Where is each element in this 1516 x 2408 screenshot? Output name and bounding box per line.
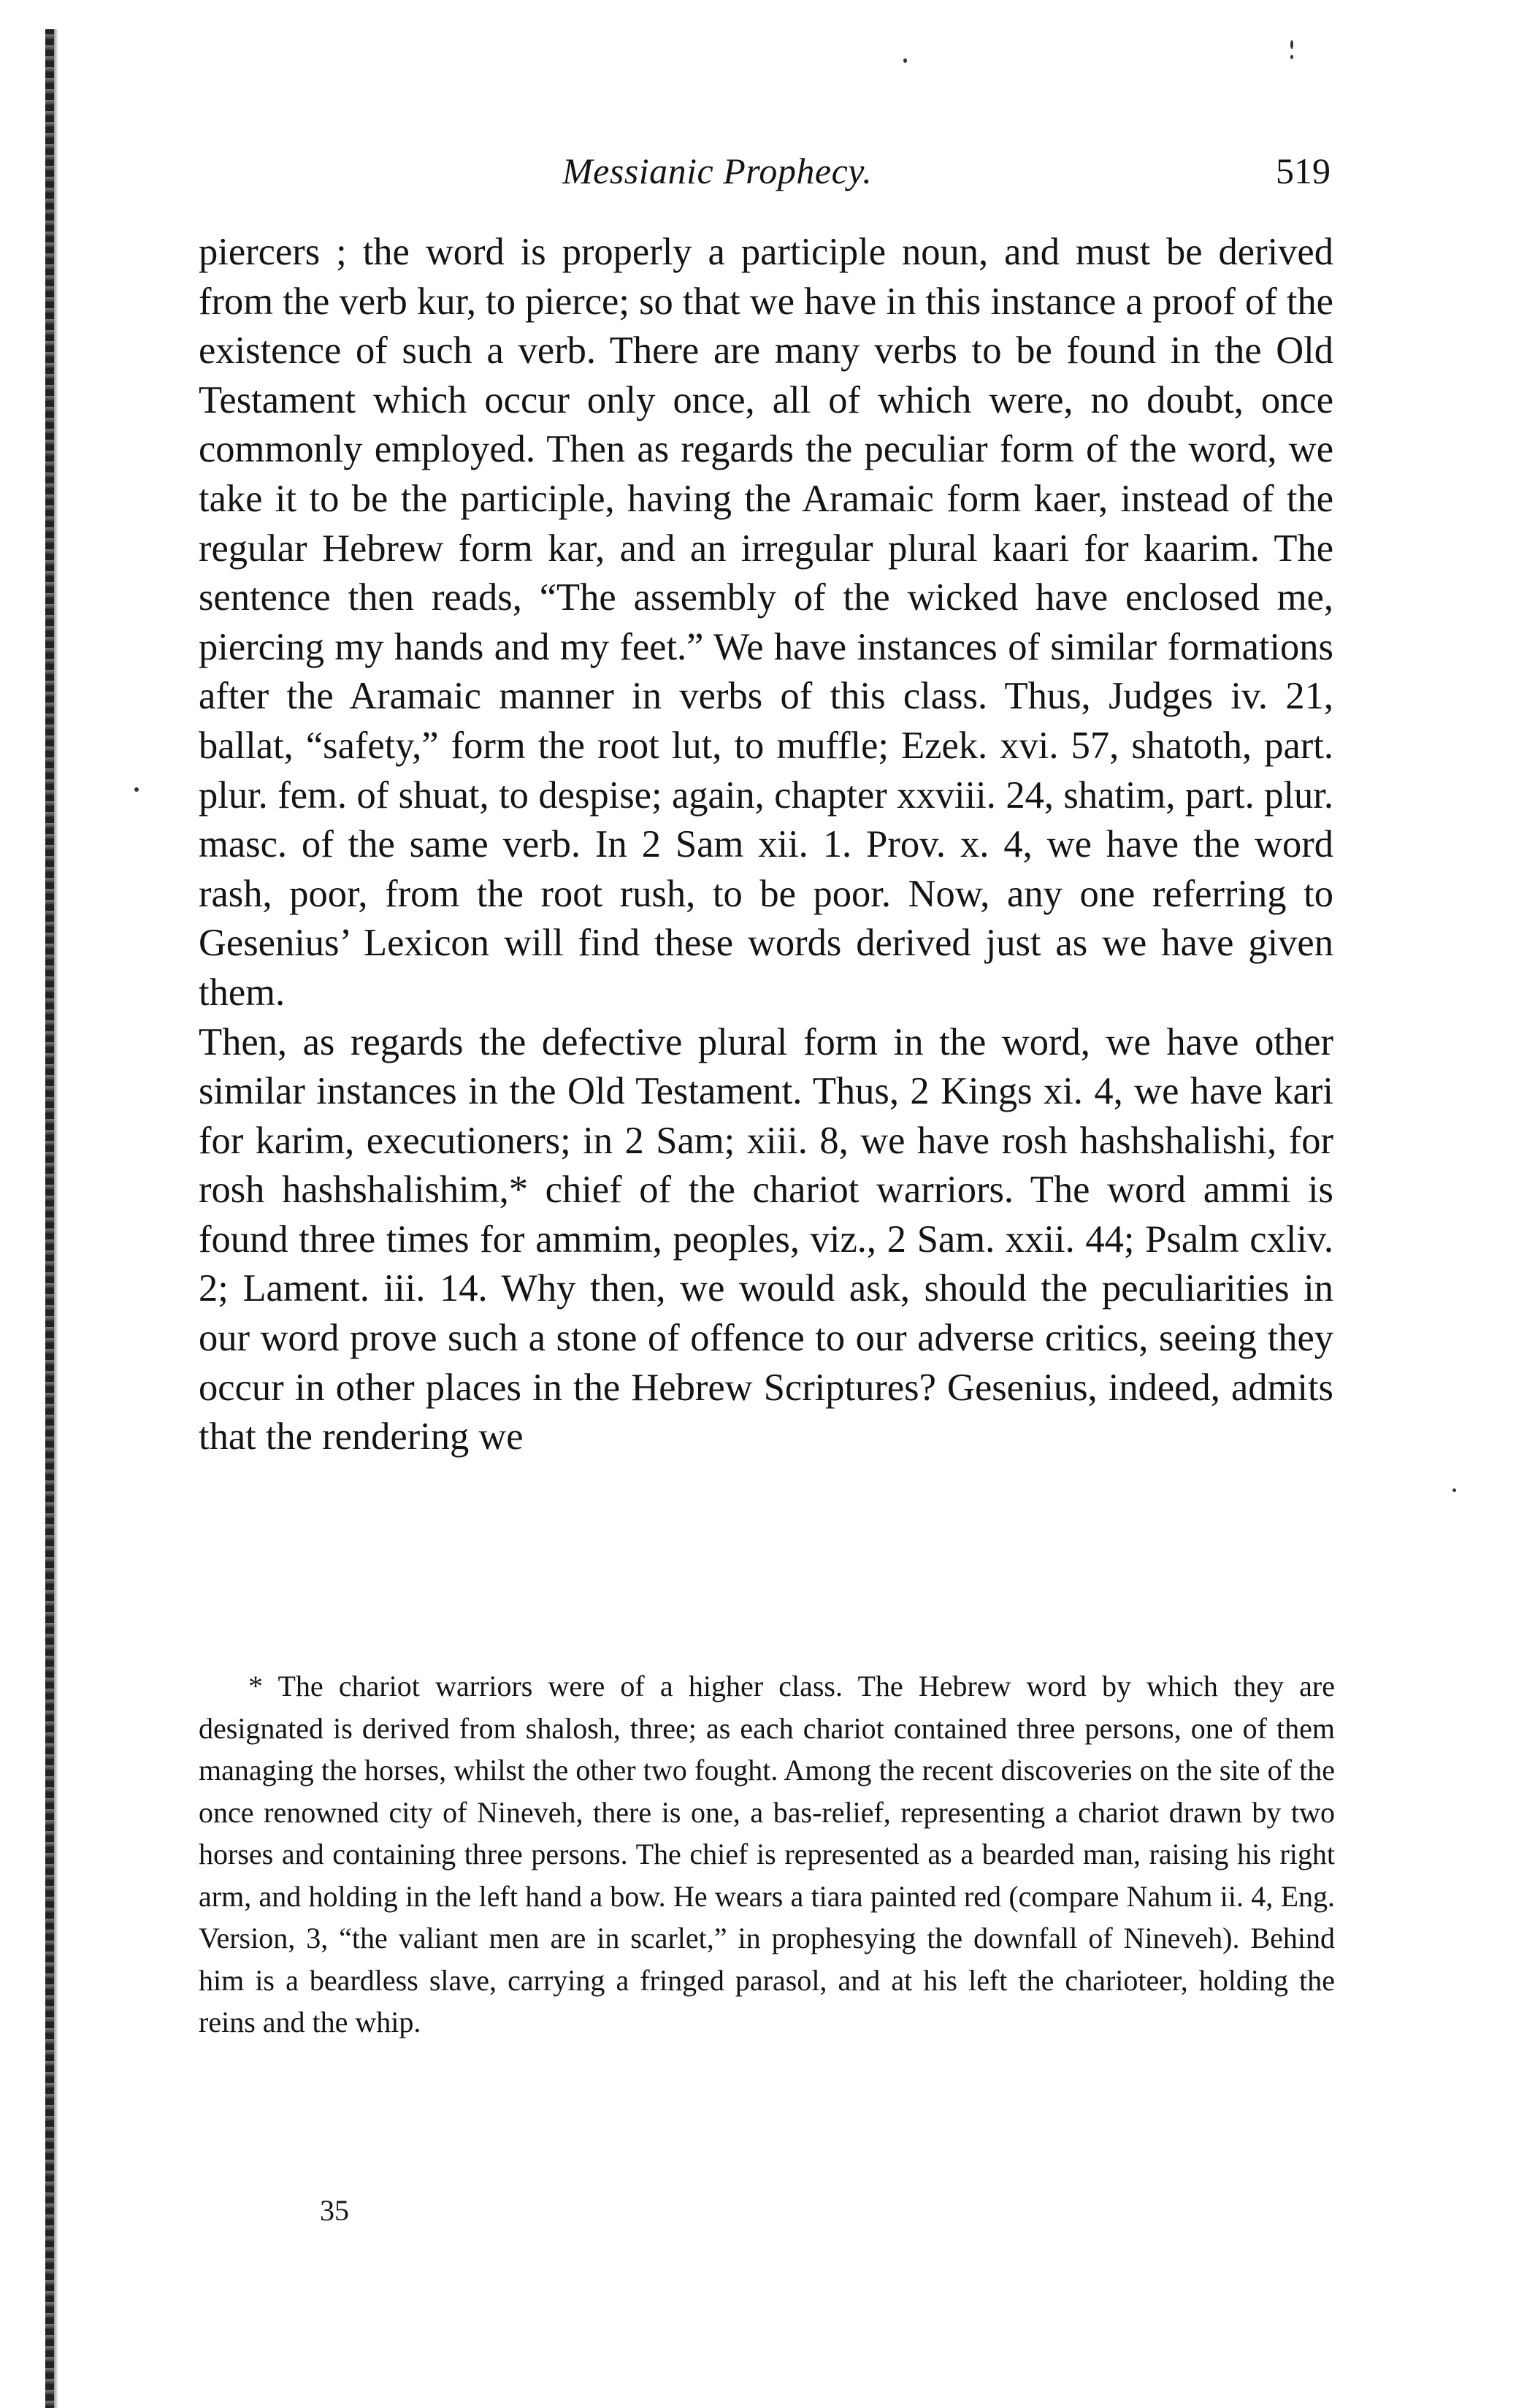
signature-mark: 35: [320, 2194, 349, 2227]
main-text: [199, 228, 1333, 1462]
print-speck: [1290, 55, 1293, 59]
running-head: [0, 150, 1516, 201]
print-speck: [134, 787, 139, 792]
page-number: 519: [1276, 150, 1331, 191]
footnote-text: * The chariot warriors were of a higher class. The Hebrew word by which they are designated is derived from shalosh, three; as each chariot contained three persons, one of them managing the horses, whilst the other two fought. Among the recent discoveries on the site of the once renowned city of Nineveh, there is one, a bas-relief, representing a chariot drawn by two horses and containing three persons. The chief is represented as a bearded man, raising his right arm, and holding in the left hand a bow. He wears a tiara painted red (compare Nahum ii. 4, Eng. Version, 3, “the valiant men are in scarlet,” in prophesying the downfall of Nineveh). Behind him is a beardless slave, carrying a fringed parasol, and at his left the charioteer, holding the reins and the whip.: [199, 1670, 1335, 2038]
print-speck: [903, 58, 907, 63]
page-binding-edge: [45, 29, 54, 2408]
body-paragraph-1: piercers ; the word is properly a participle noun, and must be derived from the verb kur, to pierce; so that we have in this instance a proof of the existence of such a verb. There are many verbs to be found in the Old Testament which occur only once, all of which were, no doubt, once commonly employed. Then as regards the peculiar form of the word, we take it to be the participle, having the Aramaic form kaer, instead of the regular Hebrew form kar, and an irregular plural kaari for kaarim. The sentence then reads, “The assembly of the wicked have enclosed me, piercing my hands and my feet.” We have instances of similar formations after the Aramaic manner in verbs of this class. Thus, Judges iv. 21, ballat, “safety,” form the root lut, to muffle; Ezek. xvi. 57, shatoth, part. plur. fem. of shuat, to despise; again, chapter xxviii. 24, shatim, part. plur. masc. of the same verb. In 2 Sam xii. 1. Prov. x. 4, we have the word rash, poor, from the root rush, to be poor. Now, any one referring to Gesenius’ Lexicon will find these words derived just as we have given them.: [199, 231, 1333, 1014]
footnote: [199, 1665, 1335, 2044]
body-paragraph-2: Then, as regards the defective plural form in the word, we have other similar instances in the Old Testament. Thus, 2 Kings xi. 4, we have kari for karim, executioners; in 2 Sam; xiii. 8, we have rosh hashshalishi, for rosh hashshalishim,* chief of the chariot warriors. The word ammi is found three times for ammim, peoples, viz., 2 Sam. xxii. 44; Psalm cxliv. 2; Lament. iii. 14. Why then, we would ask, should the peculiarities in our word prove such a stone of offence to our adverse critics, seeing they occur in other places in the Hebrew Scriptures? Gesenius, indeed, admits that the rendering we: [199, 1020, 1333, 1459]
print-speck: [1452, 1488, 1456, 1492]
page-binding-shadow: [54, 29, 58, 2408]
print-speck: [1290, 40, 1293, 49]
running-title: Messianic Prophecy.: [562, 150, 873, 191]
